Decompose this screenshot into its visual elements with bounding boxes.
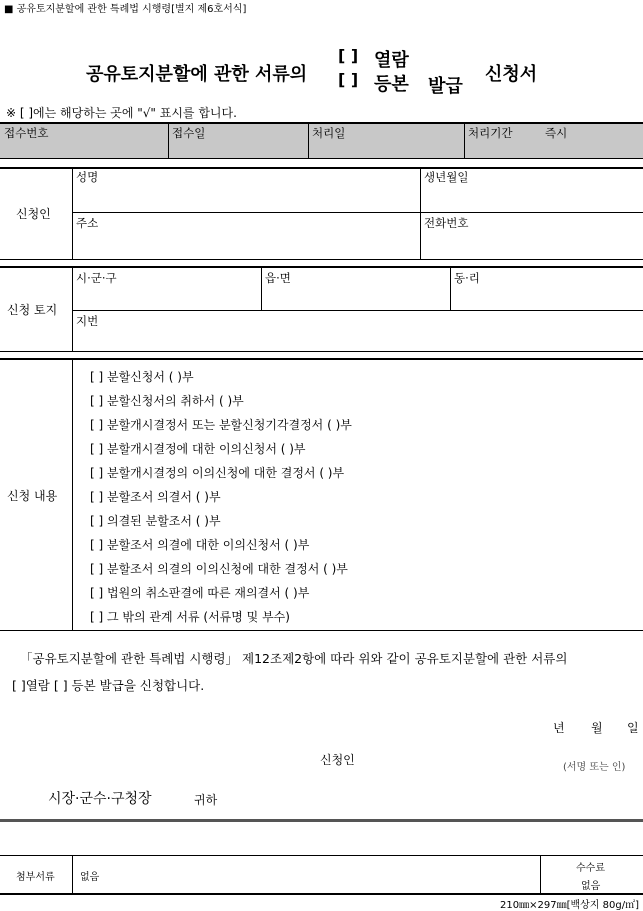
content-section-label: 신청 내용 — [7, 489, 58, 503]
content-item[interactable]: [ ] 분할조서 의결서 ( )부 — [90, 490, 221, 504]
content-item[interactable]: [ ] 분할개시결정의 이의신청에 대한 결정서 ( )부 — [90, 466, 345, 480]
fee-value: 없음 — [581, 881, 601, 892]
date-day[interactable]: 일 — [627, 721, 639, 735]
title-option-copy: 등본 — [374, 74, 409, 95]
recipient-name: 시장·군수·구청장 — [48, 791, 152, 807]
sign-note: (서명 또는 인) — [563, 762, 626, 773]
content-item[interactable]: [ ] 그 밖의 관계 서류 (서류명 및 부수) — [90, 610, 290, 624]
date-year[interactable]: 년 — [553, 721, 565, 735]
statement-line2: [ ]열람 [ ] 등본 발급을 신청합니다. — [12, 678, 205, 693]
paper-spec: 210㎜×297㎜[백상지 80g/㎡] — [500, 900, 639, 911]
content-item[interactable]: [ ] 분할조서 의결의 이의신청에 대한 결정서 ( )부 — [90, 562, 348, 576]
form-header: ■ 공유토지분할에 관한 특례법 시행령[별지 제6호서식] — [4, 4, 247, 15]
title-checkbox-view[interactable]: [ ] — [338, 46, 359, 65]
land-sigungu-field[interactable]: 시·군·구 — [76, 271, 117, 285]
process-period-value: 즉시 — [545, 126, 568, 140]
content-item[interactable]: [ ] 의결된 분할조서 ( )부 — [90, 514, 221, 528]
content-item[interactable]: [ ] 분할신청서 ( )부 — [90, 370, 194, 384]
date-month[interactable]: 월 — [591, 721, 603, 735]
signer-label: 신청인 — [320, 753, 355, 767]
receipt-date-label: 접수일 — [172, 126, 206, 140]
recipient-suffix: 귀하 — [194, 793, 218, 807]
process-period-label: 처리기간 — [468, 126, 513, 140]
content-item[interactable]: [ ] 분할조서 의결에 대한 이의신청서 ( )부 — [90, 538, 310, 552]
title-checkbox-copy[interactable]: [ ] — [338, 70, 359, 89]
applicant-section-label: 신청인 — [16, 207, 51, 221]
applicant-birth-field[interactable]: 생년월일 — [424, 170, 469, 184]
content-item[interactable]: [ ] 분할개시결정에 대한 이의신청서 ( )부 — [90, 442, 306, 456]
title-prefix: 공유토지분할에 관한 서류의 — [86, 64, 308, 85]
title-suffix: 신청서 — [485, 64, 538, 85]
land-section-label: 신청 토지 — [7, 303, 58, 317]
title-option-view: 열람 — [374, 50, 409, 71]
content-item[interactable]: [ ] 법원의 취소판결에 따른 재의결서 ( )부 — [90, 586, 310, 600]
applicant-name-field[interactable]: 성명 — [76, 170, 99, 184]
content-item[interactable]: [ ] 분할신청서의 취하서 ( )부 — [90, 394, 244, 408]
process-date-label: 처리일 — [312, 126, 346, 140]
applicant-phone-field[interactable]: 전화번호 — [424, 216, 469, 230]
land-dongri-field[interactable]: 동·리 — [454, 271, 480, 285]
receipt-number-label: 접수번호 — [4, 126, 49, 140]
fee-label: 수수료 — [576, 863, 605, 874]
title-issue: 발급 — [428, 76, 463, 97]
check-note: ※ [ ]에는 해당하는 곳에 "√" 표시를 합니다. — [6, 106, 237, 120]
receipt-box — [0, 122, 643, 159]
land-jibun-field[interactable]: 지번 — [76, 314, 99, 328]
statement-line1: 「공유토지분할에 관한 특례법 시행령」 제12조제2항에 따라 위와 같이 공유토지분할에 관한 서류의 — [20, 651, 568, 666]
applicant-address-field[interactable]: 주소 — [76, 216, 99, 230]
attachment-value: 없음 — [80, 872, 100, 883]
land-eupmyeon-field[interactable]: 읍·면 — [265, 271, 291, 285]
attachment-label: 첨부서류 — [16, 872, 55, 883]
content-item[interactable]: [ ] 분할개시결정서 또는 분할신청기각결정서 ( )부 — [90, 418, 352, 432]
